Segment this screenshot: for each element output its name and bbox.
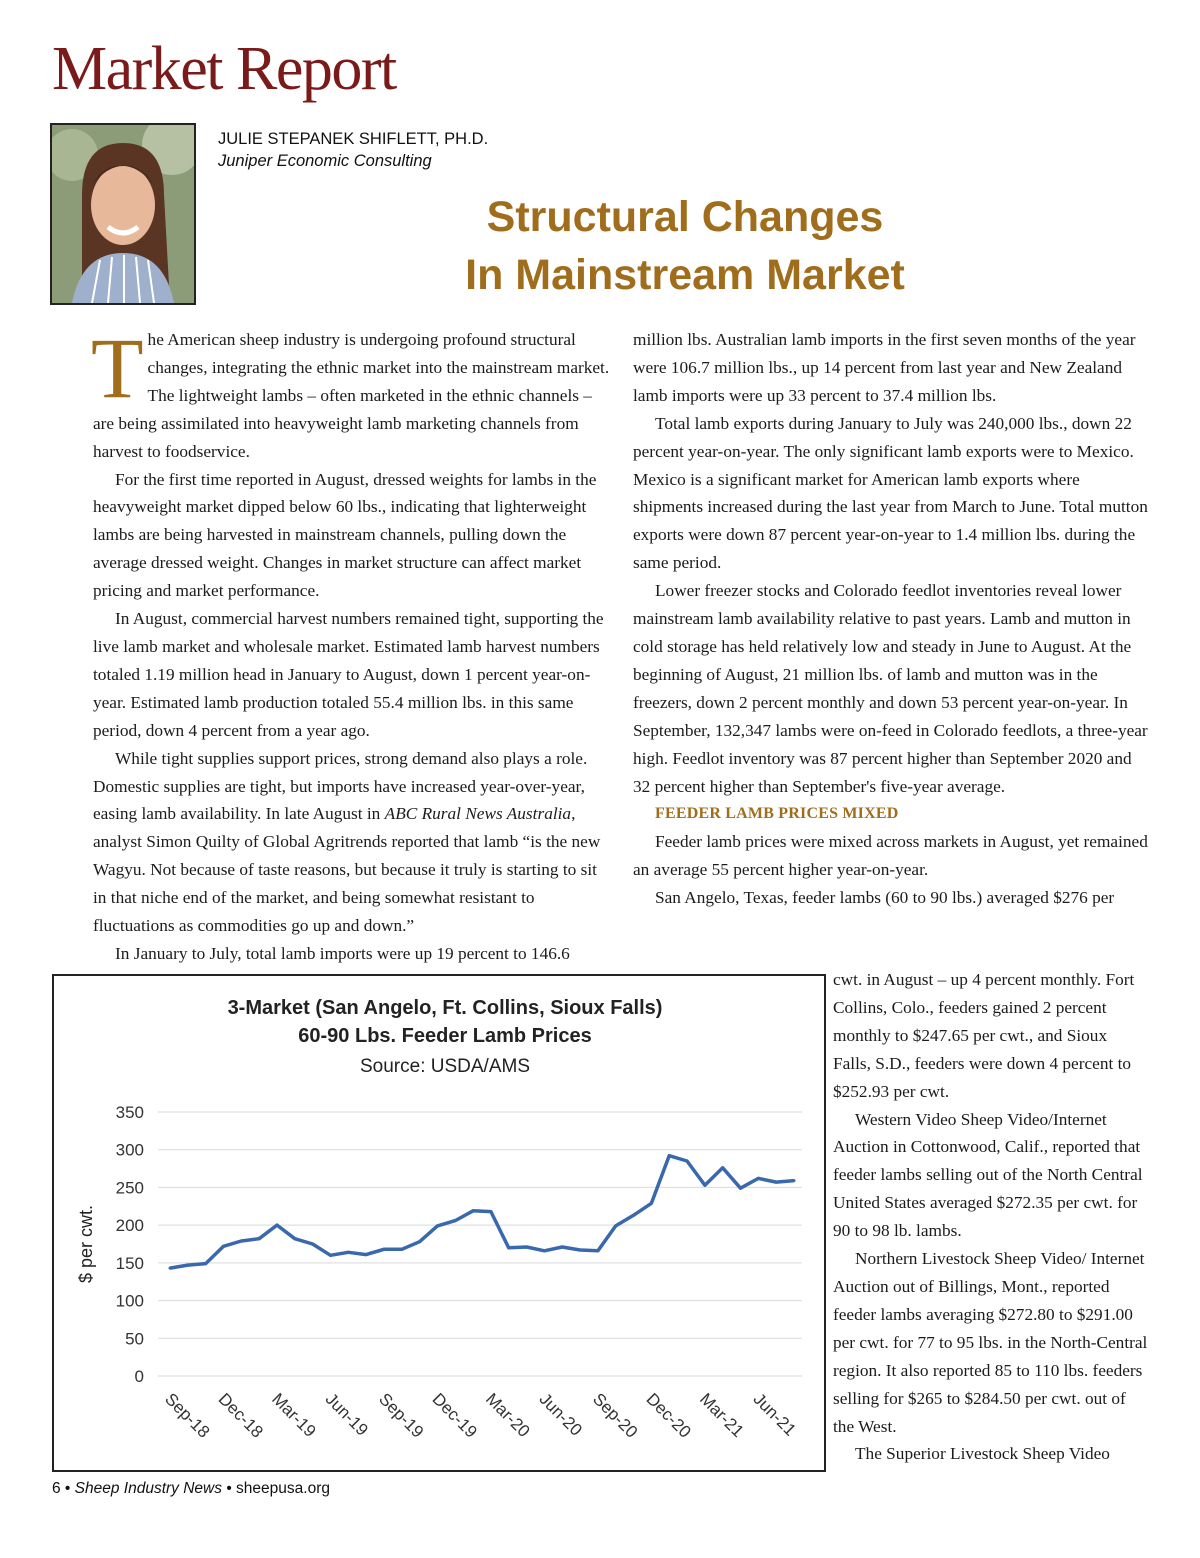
data-point-35	[793, 1179, 796, 1182]
paragraph-5-continued: million lbs. Australian lamb imports in the first seven months of the year were 106.7 million lbs., up 14 percent from last year and New Zealand lamb imports were up 33 percent to 37.4 million lbs.	[633, 330, 1136, 405]
paragraph-4-text-b: , analyst Simon Quilty of Global Agritrends reported that lamb “is the new Wagyu. Not because of taste reasons, but because it truly is starting to sit in that niche end of the market, and being somewhat resistant to fluctuations as commodities go up and down.”	[93, 804, 601, 936]
y-tick-label-200: 200	[115, 1216, 144, 1236]
x-tick-label-Jun-21: Jun-21	[749, 1389, 800, 1440]
y-tick-label-300: 300	[115, 1140, 144, 1160]
y-axis-label: $ per cwt.	[76, 1204, 96, 1284]
data-point-27	[650, 1202, 653, 1205]
data-point-5	[258, 1237, 261, 1240]
data-point-12	[382, 1248, 385, 1251]
paragraph-12: The Superior Livestock Sheep Video	[855, 1444, 1110, 1464]
data-point-15	[436, 1224, 439, 1227]
article-headline	[400, 188, 970, 304]
data-point-6	[275, 1224, 278, 1227]
data-point-1	[186, 1264, 189, 1267]
paragraph-2: For the first time reported in August, dressed weights for lambs in the heavyweight market dipped below 60 lbs., indicating that lighterweight lambs are being harvested in mainstream channels, pulling down the average dressed weight. Changes in market structure can affect market pricing and market performance.	[93, 469, 597, 601]
x-tick-label-Jun-20: Jun-20	[535, 1389, 586, 1440]
x-tick-label-Sep-20: Sep-20	[589, 1389, 642, 1442]
data-point-21	[543, 1249, 546, 1252]
y-tick-label-100: 100	[115, 1291, 144, 1311]
y-tick-label-350: 350	[115, 1103, 144, 1122]
data-point-16	[454, 1219, 457, 1222]
author-name: JULIE STEPANEK SHIFLETT, PH.D.	[218, 130, 489, 148]
paragraph-5-start: In January to July, total lamb imports were up 19 percent to 146.6	[115, 943, 570, 963]
x-tick-label-Dec-19: Dec-19	[428, 1389, 481, 1442]
data-point-20	[525, 1246, 528, 1249]
data-point-8	[311, 1243, 314, 1246]
headline-line-2: In Mainstream Market	[465, 251, 905, 299]
data-point-26	[632, 1214, 635, 1217]
data-point-19	[507, 1246, 510, 1249]
section-subhead: FEEDER LAMB PRICES MIXED	[655, 805, 899, 823]
paragraph-7: Lower freezer stocks and Colorado feedlot inventories reveal lower mainstream lamb availability relative to past years. Lamb and mutton in cold storage has held relatively low and steady in June to August. At the beginning of August, 21 million lbs. of lamb and mutton was in the freezers, down 2 percent monthly and down 53 percent year-on-year. In September, 132,347 lambs were on-feed in Colorado feedlots, a three-year high. Feedlot inventory was 87 percent higher than September 2020 and 32 percent higher than September's five-year average.	[633, 581, 1148, 796]
source-publication: ABC Rural News Australia	[384, 804, 572, 824]
headline-line-1: Structural Changes	[486, 193, 884, 241]
data-point-29	[686, 1160, 689, 1163]
paragraph-9-start: San Angelo, Texas, feeder lambs (60 to 90 lbs.) averaged $276 per	[655, 888, 1115, 908]
data-point-28	[668, 1154, 671, 1157]
article-column-2-lower	[833, 966, 1148, 1468]
chart-svg	[54, 976, 824, 1470]
x-tick-label-Jun-19: Jun-19	[321, 1389, 372, 1440]
paragraph-4	[93, 745, 611, 940]
data-point-2	[204, 1262, 207, 1265]
data-point-7	[293, 1237, 296, 1240]
x-tick-label-Mar-21: Mar-21	[696, 1389, 748, 1441]
paragraph-11: Northern Livestock Sheep Video/ Internet Auction out of Billings, Mont., reported feeder lambs averaging $272.80 to $291.00 per cwt. for 77 to 95 lbs. in the North-Central region. It also reported 85 to 110 lbs. feeders selling for $265 to $284.50 per cwt. out of the West.	[833, 1249, 1148, 1436]
paragraph-6: Total lamb exports during January to July was 240,000 lbs., down 22 percent year-on-year. The only significant lamb exports were to Mexico. Mexico is a significant market for American lamb exports where shipments increased during the last year from March to June. Total mutton exports were down 87 percent year-on-year to 1.4 million lbs. during the same period.	[633, 413, 1148, 573]
x-tick-label-Mar-20: Mar-20	[482, 1389, 534, 1441]
data-point-25	[614, 1224, 617, 1227]
x-tick-label-Sep-19: Sep-19	[375, 1389, 428, 1442]
magazine-name: Sheep Industry News	[74, 1480, 222, 1497]
paragraph-1-text: he American sheep industry is undergoing profound structural changes, integrating the ethnic market into the mainstream market. The lightweight lambs – often marketed in the ethnic channels – are being assimilated into heavyweight lamb marketing channels from harvest to foodservice.	[93, 330, 610, 461]
paragraph-8: Feeder lamb prices were mixed across markets in August, yet remained an average 55 percent higher year-on-year.	[633, 832, 1148, 880]
data-point-14	[418, 1240, 421, 1243]
data-point-22	[561, 1246, 564, 1249]
page-number: 6 •	[52, 1480, 71, 1497]
data-point-17	[472, 1209, 475, 1212]
data-point-24	[596, 1249, 599, 1252]
x-tick-label-Dec-18: Dec-18	[214, 1389, 267, 1442]
data-point-34	[775, 1181, 778, 1184]
data-point-31	[721, 1166, 724, 1169]
author-byline	[218, 128, 488, 172]
x-tick-label-Sep-18: Sep-18	[161, 1389, 214, 1442]
data-point-13	[400, 1248, 403, 1251]
article-column-1	[91, 320, 611, 968]
price-series-line	[170, 1156, 794, 1268]
paragraph-9-continued: cwt. in August – up 4 percent monthly. Fort Collins, Colo., feeders gained 2 percent monthly to $247.65 per cwt., and Sioux Falls, S.D., feeders were down 4 percent to $252.93 per cwt.	[833, 970, 1135, 1101]
page-footer	[52, 1480, 330, 1498]
data-point-30	[703, 1184, 706, 1187]
paragraph-4-text-a: While tight supplies support prices, strong demand also plays a role. Domestic supplies are tight, but imports have increased year-over-year, easing lamb availability. In late August in	[93, 748, 588, 824]
paragraph-3: In August, commercial harvest numbers remained tight, supporting the live lamb market and wholesale market. Estimated lamb harvest numbers totaled 1.19 million head in January to August, down 1 percent year-on-year. Estimated lamb production totaled 55.4 million lbs. in this same period, down 4 percent from a year ago.	[93, 609, 604, 740]
chart-title-line-1: 3-Market (San Angelo, Ft. Collins, Sioux Falls)	[227, 997, 663, 1019]
data-point-11	[365, 1253, 368, 1256]
chart-title-line-3: Source: USDA/AMS	[360, 1056, 530, 1077]
data-point-9	[329, 1254, 332, 1257]
x-tick-label-Dec-20: Dec-20	[642, 1389, 695, 1442]
section-title: Market Report	[52, 35, 396, 103]
data-point-23	[579, 1249, 582, 1252]
website: • sheepusa.org	[226, 1480, 330, 1497]
data-point-32	[739, 1187, 742, 1190]
author-affiliation: Juniper Economic Consulting	[218, 152, 432, 170]
y-tick-label-50: 50	[125, 1329, 144, 1349]
x-tick-label-Mar-19: Mar-19	[268, 1389, 320, 1441]
article-column-2	[633, 326, 1148, 912]
price-chart	[52, 974, 826, 1472]
data-point-10	[347, 1251, 350, 1254]
author-portrait-image	[52, 125, 194, 303]
paragraph-10: Western Video Sheep Video/Internet Auction in Cottonwood, Calif., reported that feeder lambs selling out of the North Central United States averaged $272.35 per cwt. for 90 to 98 lb. lambs.	[833, 1109, 1143, 1241]
chart-title-line-2: 60-90 Lbs. Feeder Lamb Prices	[298, 1025, 592, 1047]
y-tick-label-250: 250	[115, 1178, 144, 1198]
y-tick-label-150: 150	[115, 1253, 144, 1273]
paragraph-1	[91, 320, 611, 466]
data-point-18	[489, 1210, 492, 1213]
data-point-4	[240, 1239, 243, 1242]
data-point-3	[222, 1245, 225, 1248]
drop-cap: T	[91, 320, 144, 416]
y-tick-label-0: 0	[134, 1367, 144, 1386]
author-photo	[50, 123, 196, 305]
data-point-33	[757, 1177, 760, 1180]
data-point-0	[169, 1267, 172, 1270]
